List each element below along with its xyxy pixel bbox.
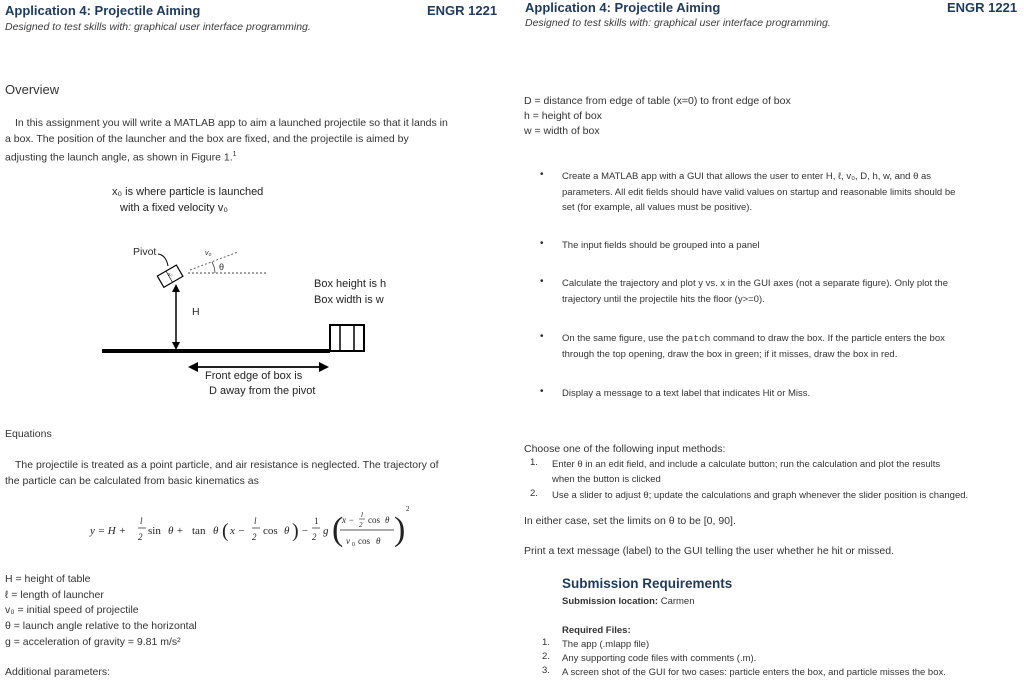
- requirement-gui-inputs: [562, 169, 1012, 216]
- svg-text:θ: θ: [213, 525, 219, 537]
- svg-text:tan: tan: [192, 525, 206, 537]
- method-1: [552, 457, 940, 487]
- table-height-label: H: [192, 306, 200, 318]
- front-edge-label: Front edge of box is: [205, 370, 303, 382]
- projectile-diagram: [90, 240, 390, 380]
- submission-location: [562, 594, 695, 609]
- svg-text:θ: θ: [376, 536, 381, 546]
- svg-text:cos: cos: [263, 525, 278, 537]
- height-arrow-bottom: [172, 342, 180, 350]
- svg-text:x −: x −: [342, 515, 355, 525]
- file-1: The app (.mlapp file): [562, 639, 650, 650]
- page-subtitle: Designed to test skills with: graphical user interface programming.: [525, 17, 831, 29]
- requirement-panel: [562, 238, 1012, 254]
- print-message: Print a text message (label) to the GUI telling the user whether he hit or missed.: [524, 545, 895, 557]
- pivot-label: Pivot: [133, 246, 157, 258]
- requirement-gui-inputs-line-1: Create a MATLAB app with a GUI that allows the user to enter H, ℓ, v₀, D, h, w, and θ as: [562, 171, 932, 182]
- svg-text:θ: θ: [284, 525, 290, 537]
- svg-text:2: 2: [406, 505, 410, 513]
- left-page: [0, 0, 506, 692]
- variable-l: ℓ = length of launcher: [5, 589, 104, 601]
- overview-line-3-text: adjusting the launch angle, as shown in Figure 1.: [5, 151, 233, 164]
- theta-limits: In either case, set the limits on θ to be [0, 90].: [524, 515, 736, 527]
- svg-text:2: 2: [312, 532, 317, 542]
- overview-line-2: a box. The position of the launcher and the box are fixed, and the projectile is aimed by: [5, 133, 409, 145]
- svg-text:x −: x −: [230, 525, 246, 537]
- page-title: Application 4: Projectile Aiming: [5, 3, 201, 18]
- required-files-heading: Required Files:: [562, 625, 631, 636]
- input-methods-intro: Choose one of the following input methods:: [524, 443, 726, 455]
- file-3: A screen shot of the GUI for two cases: particle enters the box, and particle misses the box.: [562, 667, 946, 678]
- bullet-marker: •: [540, 238, 544, 249]
- method-2: [552, 488, 968, 503]
- svg-text:2: 2: [359, 521, 363, 529]
- variable-H: H = height of table: [5, 573, 91, 585]
- svg-text:(: (: [222, 520, 229, 542]
- requirement-gui-inputs-line-3: set (for example, all values must be positive).: [562, 202, 753, 213]
- velocity-symbol: v₀: [205, 250, 212, 257]
- submission-location-value: Carmen: [660, 596, 695, 607]
- requirement-plot-line-1: Calculate the trajectory and plot y vs. x in the GUI axes (not a separate figure). Only plot the: [562, 278, 948, 289]
- svg-text:2: 2: [252, 532, 257, 542]
- svg-text:θ: θ: [385, 515, 390, 525]
- requirement-patch-prefix: On the same figure, use the: [562, 333, 682, 344]
- file-1-number: 1.: [542, 637, 550, 648]
- page-subtitle: Designed to test skills with: graphical user interface programming.: [5, 21, 311, 33]
- bullet-marker: •: [540, 169, 544, 180]
- svg-text:g: g: [323, 525, 329, 537]
- param-w: w = width of box: [524, 125, 600, 137]
- file-2-number: 2.: [542, 651, 550, 662]
- method-2-line-1: Use a slider to adjust θ; update the calculations and graph whenever the slider position is changed.: [552, 490, 969, 501]
- variable-v0: v₀ = initial speed of projectile: [5, 604, 139, 616]
- param-h: h = height of box: [524, 110, 602, 122]
- svg-text:l: l: [140, 516, 143, 526]
- submission-location-label: Submission location:: [562, 596, 659, 607]
- requirement-plot: [562, 276, 1012, 307]
- course-code: ENGR 1221: [427, 3, 498, 18]
- overview-line-3: [5, 147, 237, 166]
- svg-text:): ): [394, 511, 406, 548]
- method-1-line-2: when the button is clicked: [552, 474, 661, 485]
- method-1-line-1: Enter θ in an edit field, and include a calculate button; run the calculation and plot the results: [552, 459, 941, 470]
- file-2: Any supporting code files with comments (.m).: [562, 653, 757, 664]
- bullet-marker: •: [540, 276, 544, 287]
- angle-arc: [212, 262, 215, 273]
- svg-text:y = H +: y = H +: [90, 525, 126, 537]
- svg-text:v: v: [346, 536, 350, 546]
- svg-text:cos: cos: [358, 536, 370, 546]
- bullet-marker: •: [540, 331, 544, 342]
- equations-line-1: The projectile is treated as a point particle, and air resistance is neglected. The trajectory of: [15, 459, 439, 471]
- distance-arrow-right: [319, 362, 329, 372]
- equations-line-2: the particle can be calculated from basic kinematics as: [5, 475, 259, 487]
- distance-label: D away from the pivot: [209, 385, 316, 397]
- submission-heading: Submission Requirements: [562, 576, 733, 591]
- requirement-message-line-1: Display a message to a text label that indicates Hit or Miss.: [562, 388, 811, 399]
- patch-code: patch: [681, 333, 711, 344]
- requirement-panel-line-1: The input fields should be grouped into a panel: [562, 240, 760, 251]
- param-D: D = distance from edge of table (x=0) to front edge of box: [524, 95, 791, 107]
- method-2-number: 2.: [530, 488, 538, 499]
- target-box: [330, 325, 364, 351]
- variable-theta: θ = launch angle relative to the horizontal: [5, 620, 197, 632]
- additional-parameters: Additional parameters:: [5, 666, 111, 678]
- footnote-mark: 1: [232, 151, 237, 158]
- svg-text:sin: sin: [148, 525, 161, 537]
- requirement-patch-line-2: through the top opening, draw the box in green; if it misses, draw the box in red.: [562, 348, 898, 360]
- x0-symbol: x₀: [168, 272, 173, 278]
- overview-line-1: In this assignment you will write a MATLAB app to aim a launched projectile so that it lands in: [15, 117, 448, 129]
- page-title: Application 4: Projectile Aiming: [525, 0, 721, 15]
- requirement-gui-inputs-line-2: parameters. All edit fields should have valid values on startup and reasonable limits should be: [562, 186, 956, 198]
- requirement-patch-line-1: [562, 331, 1012, 347]
- requirement-message: [562, 386, 1012, 402]
- svg-text:0: 0: [352, 542, 355, 548]
- svg-text:θ +: θ +: [168, 525, 184, 537]
- requirement-patch: [562, 331, 1012, 362]
- svg-text:): ): [292, 520, 299, 542]
- svg-text:cos: cos: [368, 515, 380, 525]
- requirement-plot-line-2: trajectory until the projectile hits the floor (y>=0).: [562, 293, 765, 305]
- svg-text:(: (: [332, 511, 344, 548]
- equations-heading: Equations: [5, 428, 52, 440]
- right-page: [520, 0, 1024, 692]
- variable-g: g = acceleration of gravity = 9.81 m/s²: [5, 636, 181, 648]
- overview-heading: Overview: [5, 82, 60, 97]
- svg-text:−: −: [301, 525, 309, 537]
- pivot-pointer: [158, 254, 168, 266]
- svg-text:l: l: [361, 511, 363, 519]
- launch-point-label: x₀ is where particle is launched: [112, 186, 264, 198]
- svg-text:1: 1: [314, 516, 319, 526]
- theta-symbol: θ: [219, 262, 225, 272]
- box-width-label: Box width is w: [314, 294, 384, 306]
- height-arrow-top: [172, 284, 180, 292]
- distance-arrow-left: [188, 362, 198, 372]
- bullet-marker: •: [540, 386, 544, 397]
- course-code: ENGR 1221: [947, 0, 1018, 15]
- file-3-number: 3.: [542, 665, 550, 676]
- requirement-patch-suffix: command to draw the box. If the particle enters the box: [710, 333, 945, 344]
- method-1-number: 1.: [530, 457, 538, 468]
- launch-velocity-label: with a fixed velocity v₀: [120, 202, 228, 214]
- trajectory-equation: [88, 500, 418, 556]
- box-height-label: Box height is h: [314, 278, 387, 290]
- svg-text:2: 2: [138, 532, 143, 542]
- svg-text:l: l: [254, 516, 257, 526]
